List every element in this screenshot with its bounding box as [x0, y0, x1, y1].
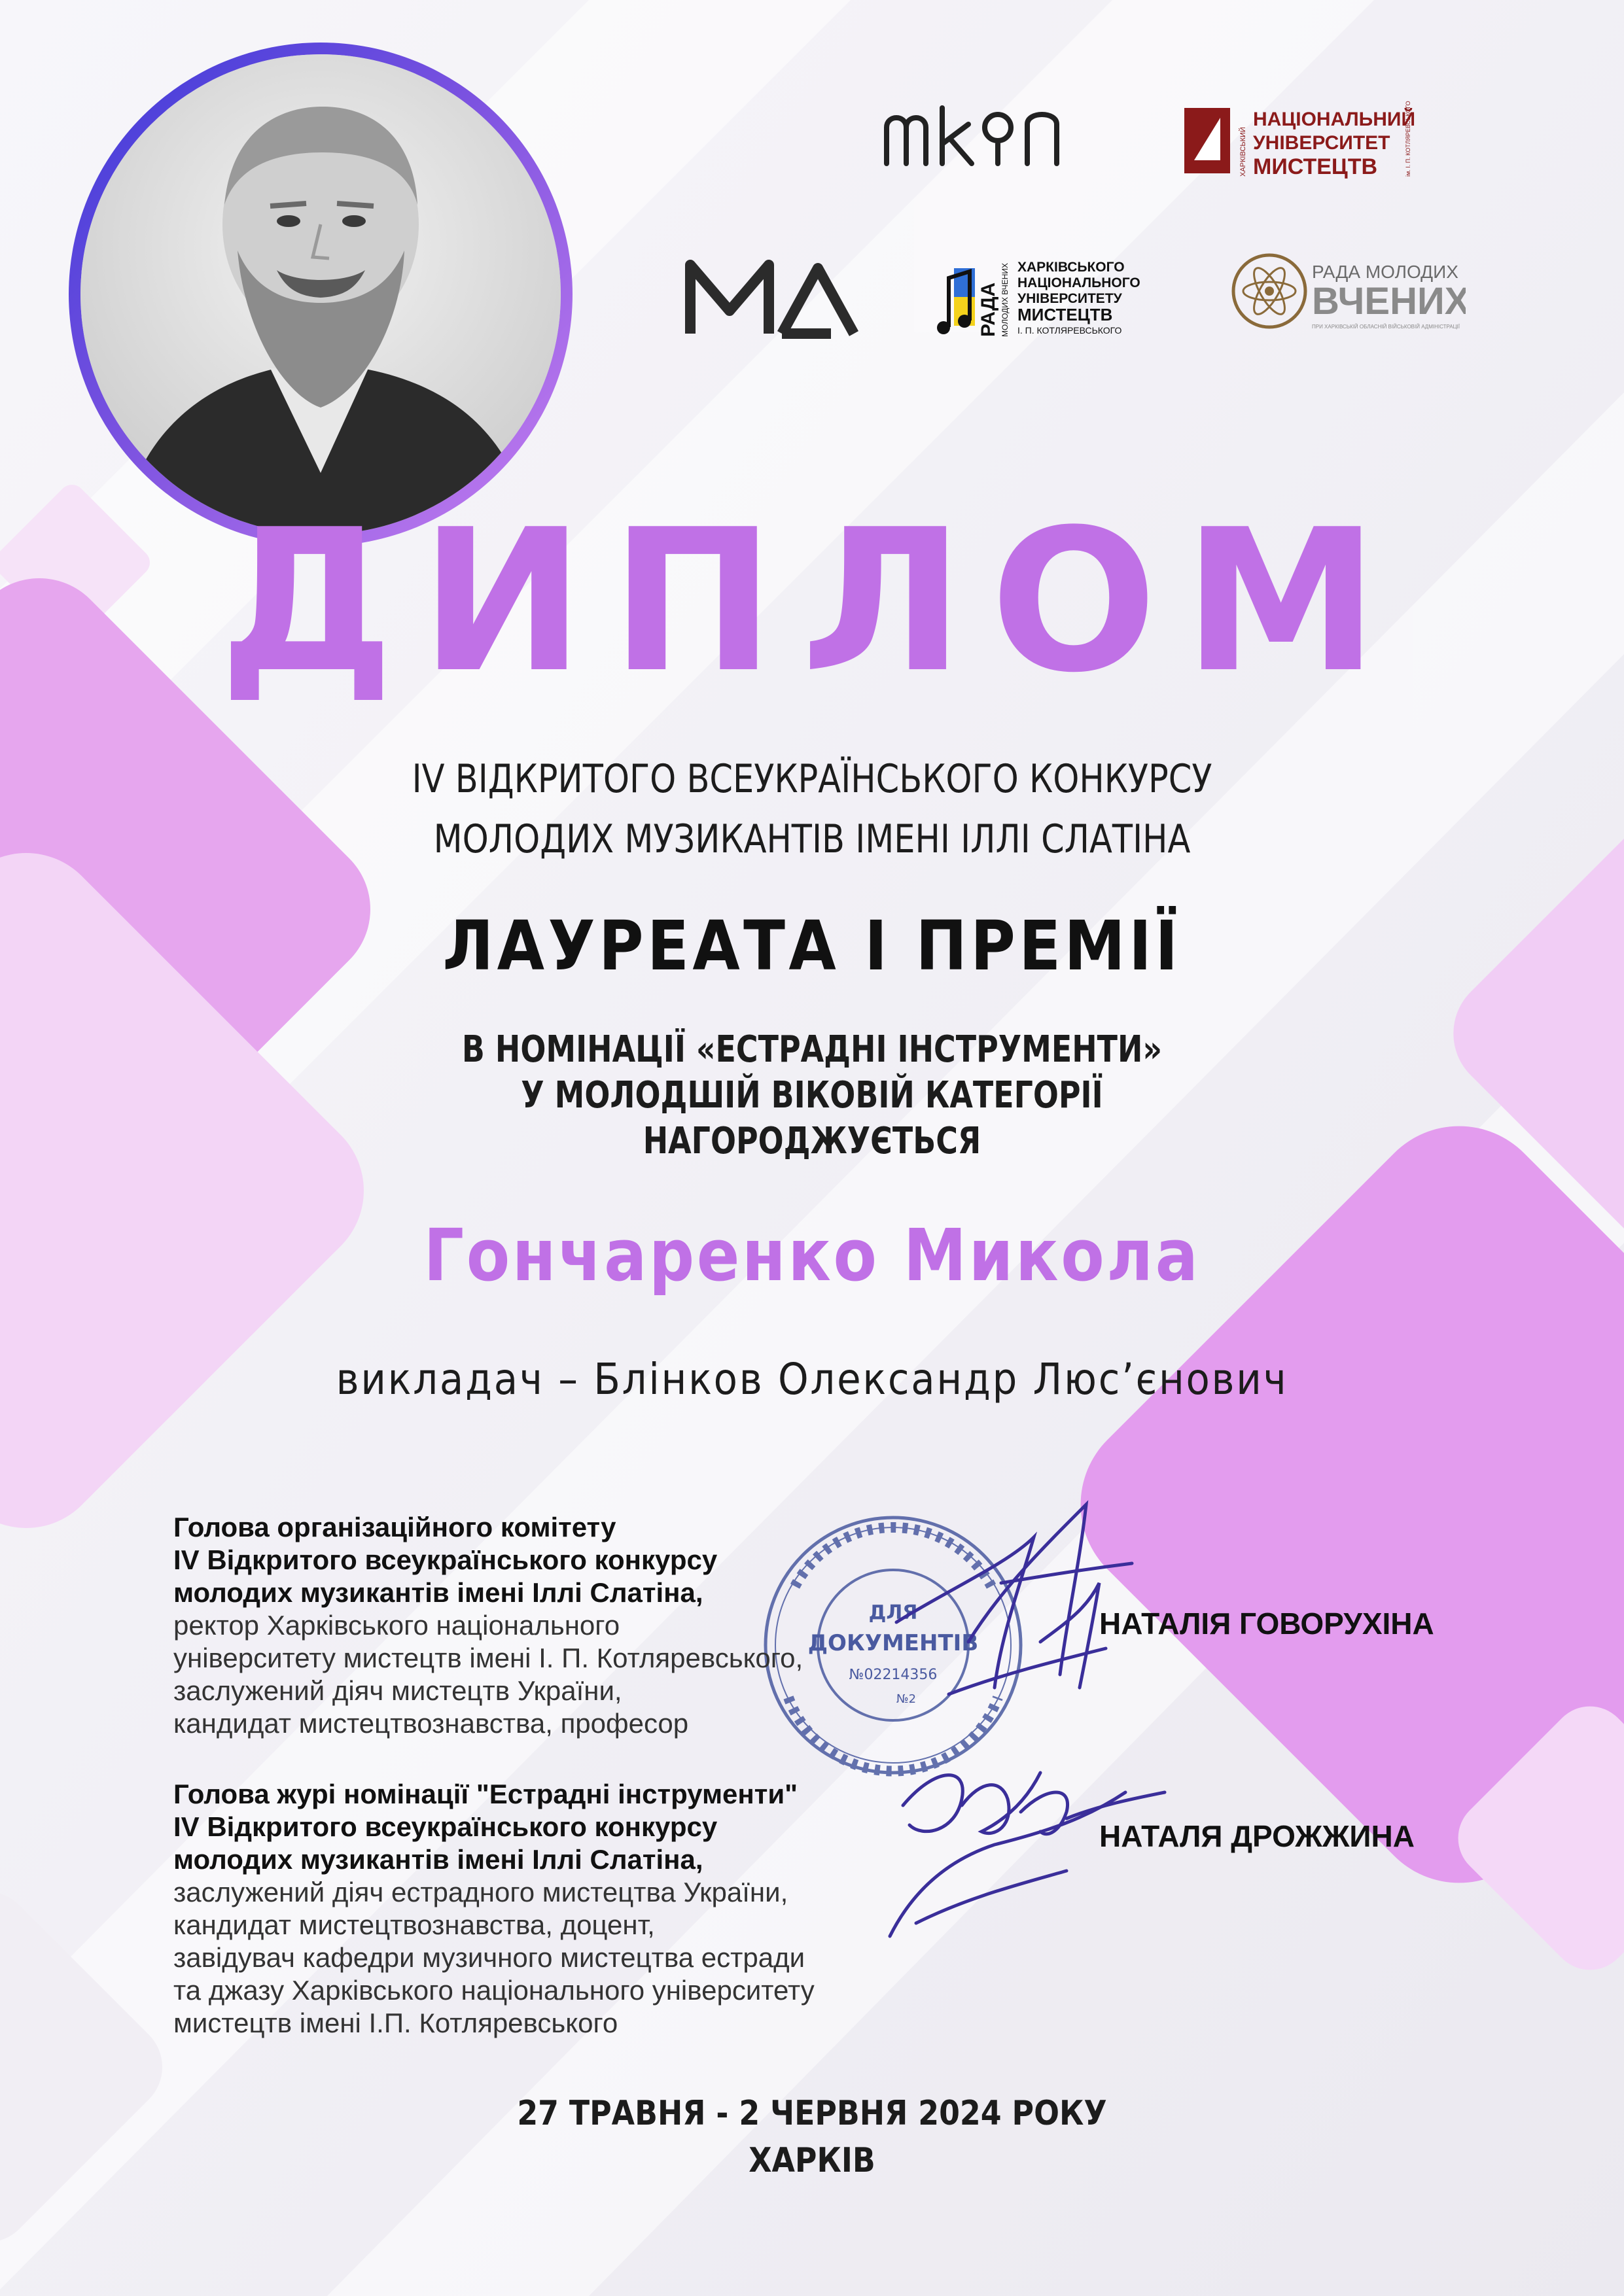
signatory-1-block: [173, 1511, 919, 1740]
rada-line1: ХАРКІВСЬКОГО: [1017, 260, 1125, 275]
event-dates: 27 ТРАВНЯ - 2 ЧЕРВНЯ 2024 РОКУ: [517, 2094, 1107, 2133]
diploma-title: ДИПЛОМ: [219, 487, 1405, 716]
signatory-1-bold-2: IV Відкритого всеукраїнського конкурсу: [173, 1544, 718, 1575]
rada-line2: НАЦІОНАЛЬНОГО: [1017, 275, 1140, 290]
rada-region-line2: ВЧЕНИХ: [1312, 280, 1466, 322]
signatory-2-line-3: завідувач кафедри музичного мистецтва естради: [173, 1942, 805, 1973]
stamp-number: №02214356: [849, 1667, 938, 1683]
signatory-2-line-5: мистецтв імені І.П. Котляревського: [173, 2008, 618, 2038]
signatory-1-name: НАТАЛІЯ ГОВОРУХІНА: [1099, 1607, 1434, 1641]
signatory-1-line-3: заслужений діяч мистецтв України,: [173, 1675, 622, 1706]
signatory-2-line-4: та джазу Харківського національного університету: [173, 1975, 815, 2006]
stamp-small: №2: [896, 1692, 917, 1706]
university-line2: УНІВЕРСИТЕТ: [1253, 132, 1390, 154]
rada-university-logo: [936, 252, 1171, 343]
signatory-1-line-1: ректор Харківського національного: [173, 1610, 620, 1641]
award-title: ЛАУРЕАТА І ПРЕМІЇ: [442, 906, 1182, 986]
signatory-2-bold-1: Голова журі номінації "Естрадні інструменти": [173, 1779, 798, 1809]
laureate-name: Гончаренко Микола: [423, 1213, 1201, 1297]
event-city: ХАРКІВ: [749, 2141, 875, 2180]
university-line3: МИСТЕЦТВ: [1253, 154, 1378, 179]
signatory-1-line-4: кандидат мистецтвознавства, професор: [173, 1708, 689, 1739]
competition-name: [122, 749, 1502, 869]
university-side: ХАРКІВСЬКИЙ: [1239, 127, 1247, 177]
stamp-center1: ДЛЯ: [868, 1601, 918, 1624]
mkip-logo: [877, 98, 1099, 177]
signatory-2-bold-3: молодих музикантів імені Іллі Слатіна,: [173, 1844, 703, 1875]
university-line1: НАЦІОНАЛЬНИЙ: [1253, 109, 1416, 130]
signatory-1-line-2: університету мистецтв імені І. П. Котляревського,: [173, 1643, 803, 1673]
signatory-2-bold-2: IV Відкритого всеукраїнського конкурсу: [173, 1811, 718, 1842]
nomination-line-1: В НОМІНАЦІЇ «ЕСТРАДНІ ІНСТРУМЕНТИ»: [461, 1028, 1163, 1071]
rada-region-line1: РАДА МОЛОДИХ: [1312, 262, 1458, 282]
teacher-line: викладач – Блінков Олександр Люс’єнович: [336, 1354, 1288, 1404]
competition-line-1: IV ВІДКРИТОГО ВСЕУКРАЇНСЬКОГО КОНКУРСУ: [412, 756, 1212, 802]
signatory-2-name: НАТАЛЯ ДРОЖЖИНА: [1099, 1819, 1415, 1853]
nomination-line-2: У МОЛОДШІЙ ВІКОВІЙ КАТЕГОРІЇ: [521, 1074, 1103, 1117]
rada-vertical: РАДА: [978, 282, 999, 337]
rada-line4: МИСТЕЦТВ: [1017, 305, 1113, 324]
nomination: [146, 1027, 1477, 1164]
signatory-1-bold-1: Голова організаційного комітету: [173, 1512, 616, 1542]
stamp-center2: ДОКУМЕНТІВ: [807, 1630, 979, 1656]
signatory-2-line-2: кандидат мистецтвознавства, доцент,: [173, 1909, 655, 1940]
ma-logo: [684, 252, 860, 343]
rada-region-logo: [1230, 249, 1466, 337]
event-date-block: [97, 2090, 1527, 2184]
rada-vertical2: МОЛОДИХ ВЧЕНИХ: [1000, 263, 1010, 337]
signatory-2-line-1: заслужений діяч естрадного мистецтва України,: [173, 1877, 788, 1907]
signatory-2-block: [173, 1778, 919, 2040]
rada-region-line3: ПРИ ХАРКІВСЬКІЙ ОБЛАСНІЙ ВІЙСЬКОВІЙ АДМІНІСТРАЦІЇ: [1312, 324, 1460, 330]
rada-line3: УНІВЕРСИТЕТУ: [1017, 291, 1122, 306]
nomination-line-3: НАГОРОДЖУЄТЬСЯ: [643, 1120, 981, 1162]
rada-line5: І. П. КОТЛЯРЕВСЬКОГО: [1017, 325, 1122, 336]
portrait-photo: [80, 54, 561, 534]
competition-line-2: МОЛОДИХ МУЗИКАНТІВ ІМЕНІ ІЛЛІ СЛАТІНА: [433, 816, 1191, 862]
university-logo: [1181, 98, 1417, 183]
signatory-1-bold-3: молодих музикантів імені Іллі Слатіна,: [173, 1577, 703, 1608]
university-side2: ім. І. П. КОТЛЯРЕВСЬКОГО: [1405, 101, 1411, 177]
